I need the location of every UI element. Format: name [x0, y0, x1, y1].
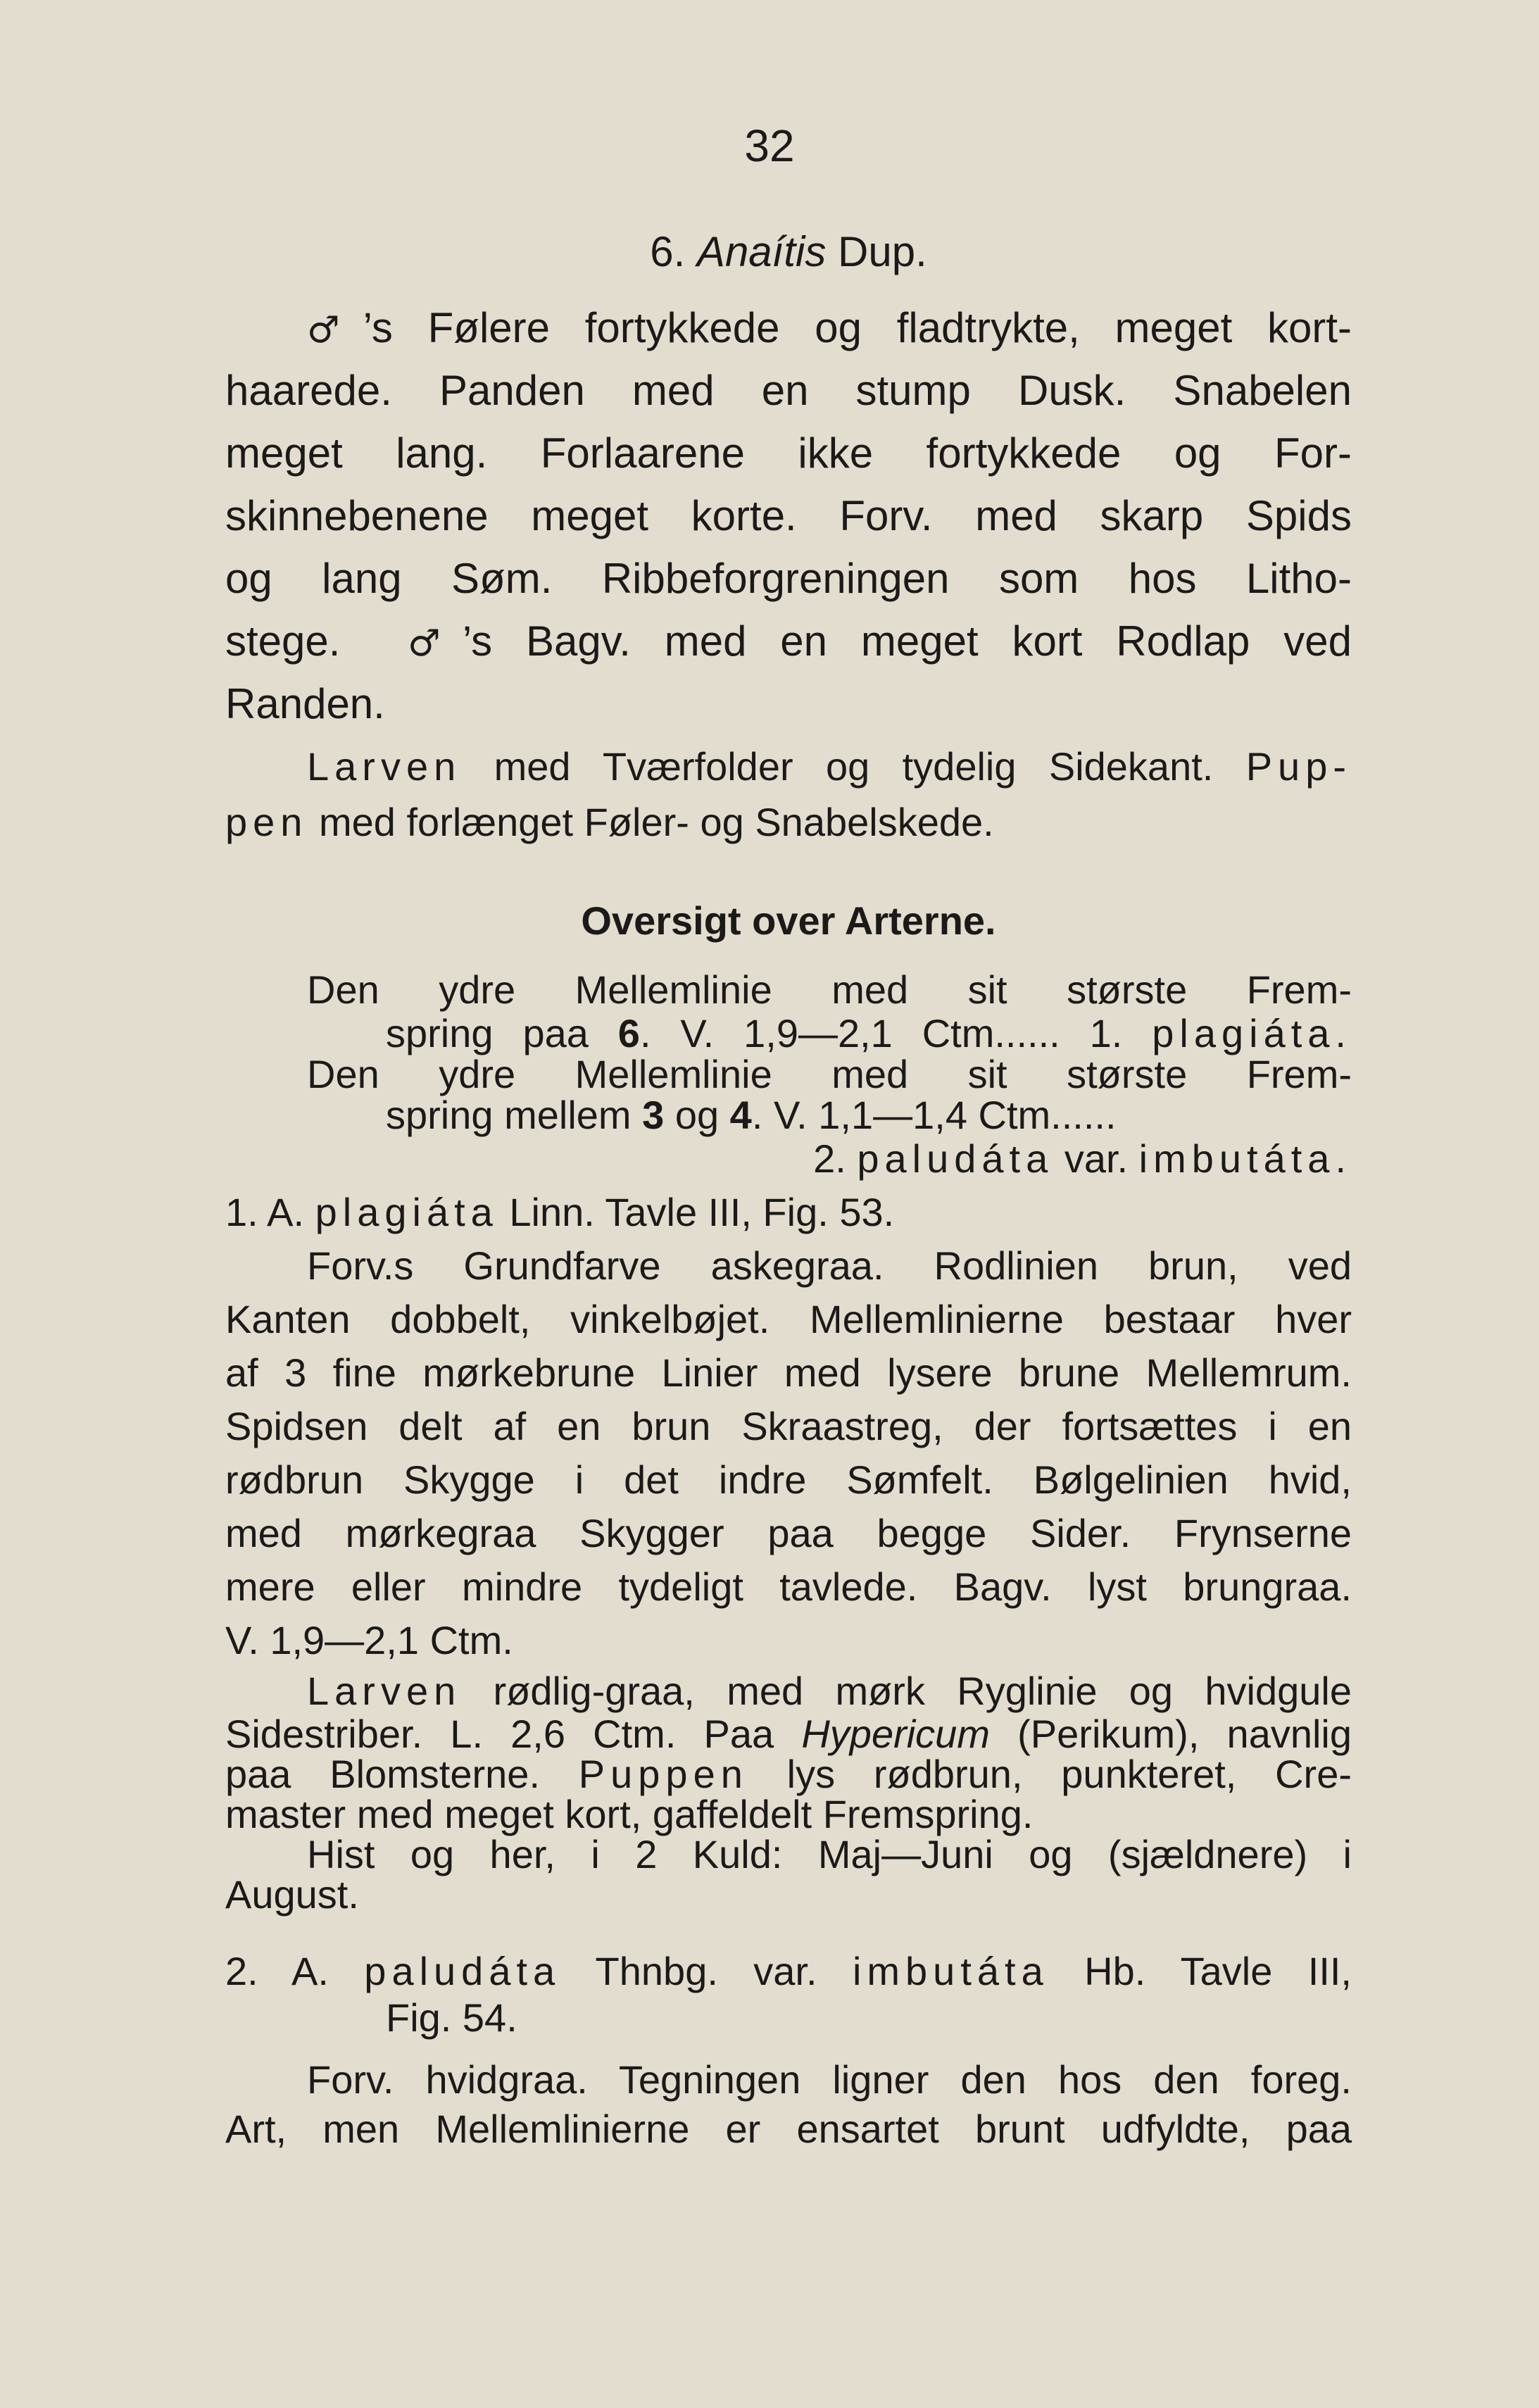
- species-text-line: V. 1,9—2,1 Ctm.: [225, 1618, 513, 1662]
- species-text-line: mere eller mindre tydeligt tavlede. Bagv. lyst brungraa.: [225, 1564, 1352, 1609]
- overview-heading: Oversigt over Arterne.: [581, 898, 996, 943]
- male-symbol-icon: ♂: [408, 622, 463, 665]
- species-text-line: Kanten dobbelt, vinkelbøjet. Mellemlinierne bestaar hver: [225, 1297, 1352, 1341]
- larva-line: Sidestriber. L. 2,6 Ctm. Paa Hypericum (Perikum), navnlig: [225, 1712, 1352, 1756]
- larva-line: Larven rødlig-graa, med mørk Ryglinie og hvidgule: [307, 1669, 1352, 1713]
- species-text-line: Forv. hvidgraa. Tegningen ligner den hos den foreg.: [307, 2057, 1352, 2102]
- description-line: ♂’s Følere fortykkede og fladtrykte, meget kort-: [307, 304, 1352, 351]
- species-text-line: rødbrun Skygge i det indre Sømfelt. Bølgelinien hvid,: [225, 1457, 1352, 1502]
- description-line: skinnebenene meget korte. Forv. med skarp Spids: [225, 492, 1352, 539]
- key-line: Den ydre Mellemlinie med sit største Frem-: [307, 1052, 1352, 1096]
- species-heading: 1. A. plagiáta Linn. Tavle III, Fig. 53.: [225, 1190, 895, 1234]
- occurrence-line: August.: [225, 1872, 359, 1917]
- species-text-line: med mørkegraa Skygger paa begge Sider. Frynserne: [225, 1511, 1352, 1555]
- male-symbol-icon: ♂: [307, 309, 363, 351]
- species-text-line: Forv.s Grundfarve askegraa. Rodlinien brun, ved: [307, 1243, 1352, 1288]
- genus-number: 6.: [650, 228, 686, 275]
- genus-name: Anaítis: [696, 228, 827, 275]
- key-line: Den ydre Mellemlinie med sit største Frem-: [307, 967, 1352, 1012]
- species-text-line: Art, men Mellemlinierne er ensartet brunt udfyldte, paa: [225, 2107, 1352, 2151]
- genus-author: Dup.: [838, 228, 927, 275]
- description-line: meget lang. Forlaarene ikke fortykkede og For-: [225, 429, 1352, 477]
- pupa-line: pen med forlænget Føler- og Snabelskede.: [225, 800, 994, 844]
- species-heading: Fig. 54.: [386, 1995, 517, 2040]
- species-text-line: af 3 fine mørkebrune Linier med lysere brune Mellemrum.: [225, 1350, 1352, 1395]
- key-line: spring mellem 3 og 4. V. 1,1—1,4 Ctm......: [386, 1093, 1117, 1137]
- species-heading: 2. A. paludáta Thnbg. var. imbutáta Hb. Tavle III,: [225, 1949, 1352, 1993]
- description-line: stege. ♂’s Bagv. med en meget kort Rodlap ved: [225, 617, 1352, 665]
- larva-line: master med meget kort, gaffeldelt Fremspring.: [225, 1792, 1034, 1836]
- larva-line: Larven med Tværfolder og tydelig Sidekant. Pup-: [307, 744, 1352, 789]
- species-text-line: Spidsen delt af en brun Skraastreg, der fortsættes i en: [225, 1404, 1352, 1448]
- key-line: spring paa 6. V. 1,9—2,1 Ctm...... 1. plagiáta.: [386, 1011, 1352, 1055]
- occurrence-line: Hist og her, i 2 Kuld: Maj—Juni og (sjældnere) i: [307, 1832, 1352, 1876]
- key-line: 2. paludáta var. imbutáta.: [813, 1136, 1352, 1181]
- larva-line: paa Blomsterne. Puppen lys rødbrun, punkteret, Cre-: [225, 1752, 1352, 1796]
- description-line: Randen.: [225, 680, 385, 727]
- description-line: og lang Søm. Ribbeforgreningen som hos Litho-: [225, 555, 1352, 602]
- description-line: haarede. Panden med en stump Dusk. Snabelen: [225, 367, 1352, 414]
- genus-heading: [225, 227, 1352, 277]
- page-number: 32: [744, 120, 795, 171]
